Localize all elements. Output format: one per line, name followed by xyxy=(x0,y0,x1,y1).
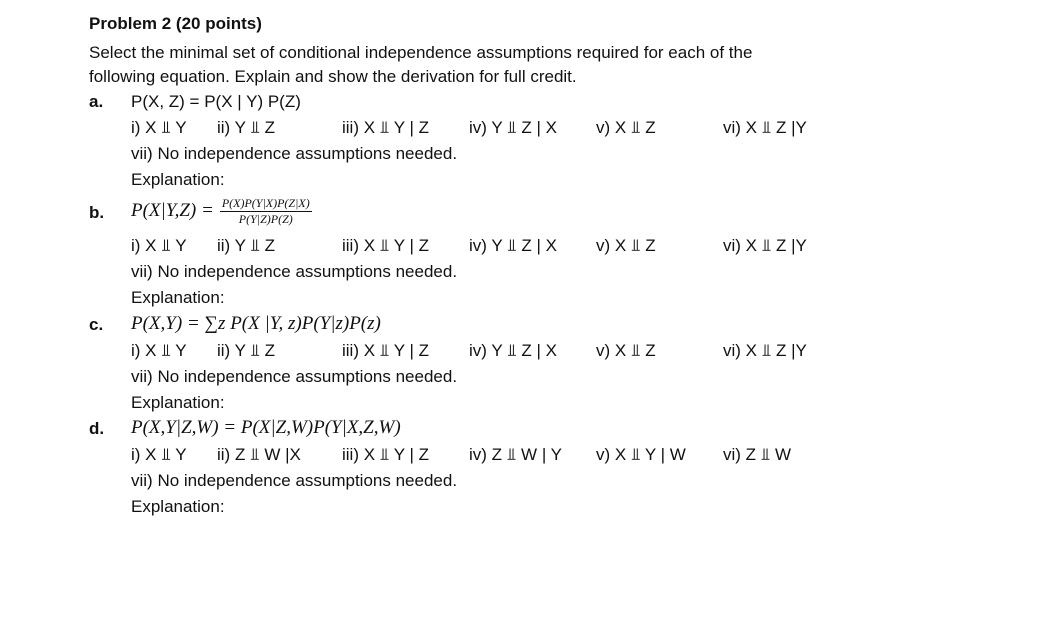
option-iii: iii) X ⫫ Y | Z xyxy=(342,341,430,360)
option-v: v) X ⫫ Y | W xyxy=(596,445,686,464)
intro-line-1: Select the minimal set of conditional independence assumptions required for each of the xyxy=(89,43,753,62)
option-iii: iii) X ⫫ Y | Z xyxy=(342,445,430,464)
explanation-label: Explanation: xyxy=(131,393,225,412)
intro-line-2: following equation. Explain and show the derivation for full credit. xyxy=(89,67,577,86)
part-label: c. xyxy=(89,315,104,334)
option-vii: vii) No independence assumptions needed. xyxy=(131,471,458,490)
option-vi: vi) X ⫫ Z |Y xyxy=(723,236,807,255)
option-vii: vii) No independence assumptions needed. xyxy=(131,144,458,163)
option-v: v) X ⫫ Z xyxy=(596,236,656,255)
explanation-label: Explanation: xyxy=(131,497,225,516)
option-iv: iv) Y ⫫ Z | X xyxy=(469,236,557,255)
option-ii: ii) Y ⫫ Z xyxy=(217,341,276,360)
option-i: i) X ⫫ Y xyxy=(131,341,187,360)
option-iv: iv) Y ⫫ Z | X xyxy=(469,118,557,137)
option-vi: vi) Z ⫫ W xyxy=(723,445,792,464)
part-equation xyxy=(131,194,312,228)
option-ii: ii) Y ⫫ Z xyxy=(217,236,276,255)
part-label: a. xyxy=(89,92,104,111)
option-v: v) X ⫫ Z xyxy=(596,118,656,137)
fraction-numerator: P(X)P(Y|X)P(Z|X) xyxy=(221,196,310,211)
option-vii: vii) No independence assumptions needed. xyxy=(131,262,458,281)
problem-title: Problem 2 (20 points) xyxy=(89,14,262,33)
fraction-denominator: P(Y|Z)P(Z) xyxy=(238,212,293,227)
option-vi: vi) X ⫫ Z |Y xyxy=(723,118,807,137)
part-label: d. xyxy=(89,419,105,438)
option-v: v) X ⫫ Z xyxy=(596,341,656,360)
part-equation: P(X,Y|Z,W) = P(X|Z,W)P(Y|X,Z,W) xyxy=(131,417,401,438)
option-i: i) X ⫫ Y xyxy=(131,236,187,255)
option-vii: vii) No independence assumptions needed. xyxy=(131,367,458,386)
option-iv: iv) Y ⫫ Z | X xyxy=(469,341,557,360)
part-equation: P(X,Y) = ∑z P(X |Y, z)P(Y|z)P(z) xyxy=(131,313,381,334)
equation-fraction xyxy=(220,197,312,226)
option-vi: vi) X ⫫ Z |Y xyxy=(723,341,807,360)
option-iii: iii) X ⫫ Y | Z xyxy=(342,118,430,137)
equation-lhs: P(X|Y,Z) = xyxy=(131,200,214,221)
option-ii: ii) Z ⫫ W |X xyxy=(217,445,301,464)
explanation-label: Explanation: xyxy=(131,288,225,307)
option-i: i) X ⫫ Y xyxy=(131,118,187,137)
part-label: b. xyxy=(89,203,105,222)
option-ii: ii) Y ⫫ Z xyxy=(217,118,276,137)
explanation-label: Explanation: xyxy=(131,170,225,189)
option-iv: iv) Z ⫫ W | Y xyxy=(469,445,562,464)
option-iii: iii) X ⫫ Y | Z xyxy=(342,236,430,255)
part-equation: P(X, Z) = P(X | Y) P(Z) xyxy=(131,92,301,111)
option-i: i) X ⫫ Y xyxy=(131,445,187,464)
